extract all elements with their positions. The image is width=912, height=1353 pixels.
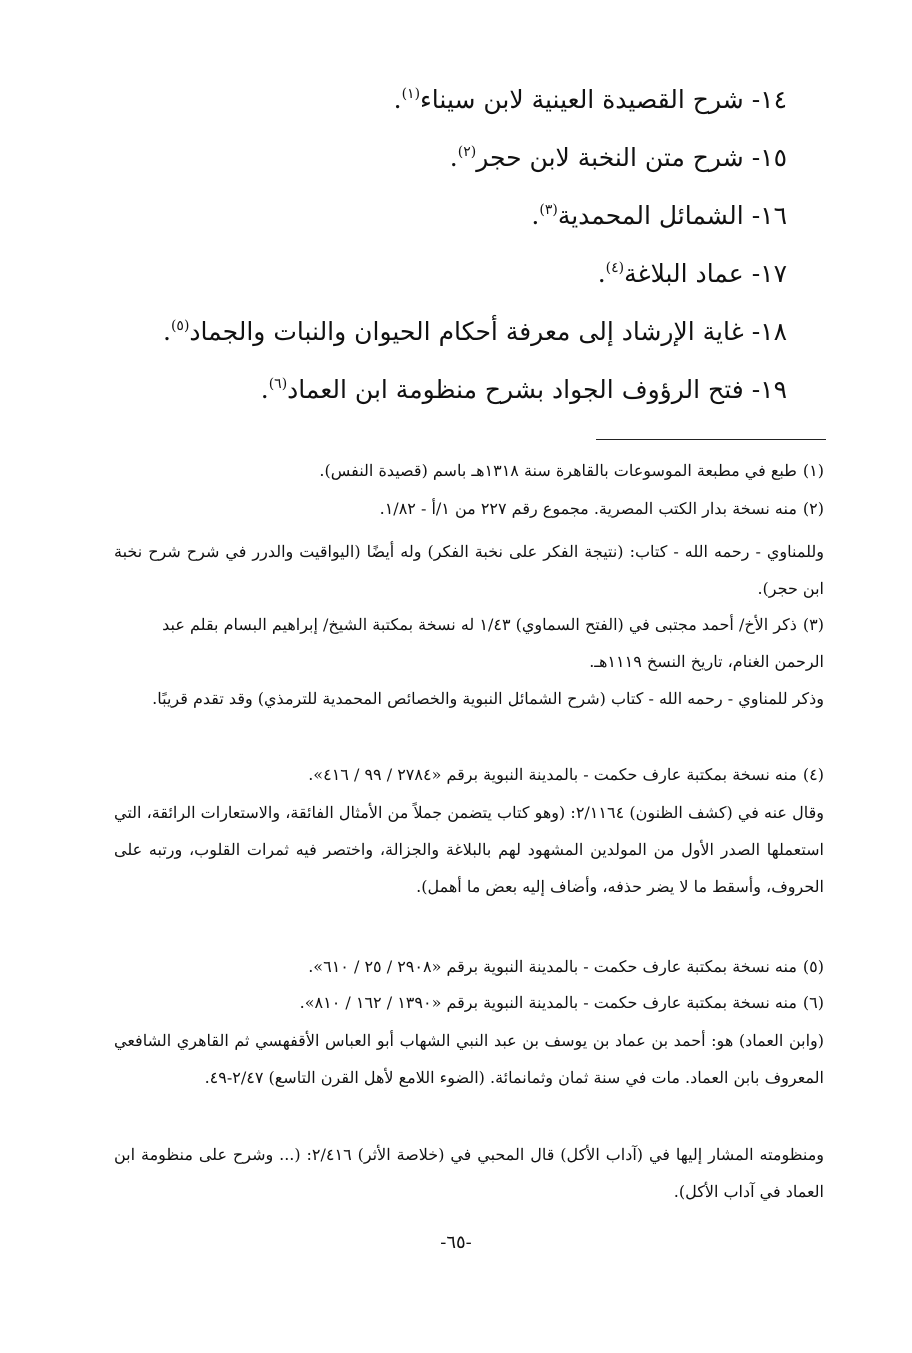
footnote-5 [114, 948, 824, 985]
footnote-text: منه نسخة بدار الكتب المصرية. مجموع رقم ٢٢٧ من ١/أ - ١/٨٢. [379, 499, 797, 518]
footnote-ref: (٦) [268, 376, 288, 392]
footnote-3 [114, 606, 824, 680]
footnote-2-continuation [114, 533, 824, 607]
item-number: ١٨- [751, 317, 787, 346]
footnote-number: (٢) [802, 499, 824, 518]
footnote-ref: (٣) [539, 202, 558, 218]
footnote-3-continuation [114, 680, 824, 717]
footnote-text: طبع في مطبعة الموسوعات بالقاهرة سنة ١٣١٨هـ باسم (قصيدة النفس). [319, 461, 797, 480]
item-text: الشمائل المحمدية [557, 201, 744, 230]
footnote-ref: (١) [401, 86, 421, 102]
item-text: شرح القصيدة العينية لابن سيناء [420, 85, 744, 114]
footnote-number: (٦) [802, 993, 824, 1012]
footnote-text: وقال عنه في (كشف الظنون) ٢/١١٦٤: (وهو كتاب يتضمن جملاً من الأمثال الفائقة، والاستعارات الرائقة، التي استعملها الصدر الأول من المولدين المشهود لهم بالبلاغة والجزالة، واختصر فيه ثمرات القلوب، ورتبه على الحروف، وأسقط ما لا يضر حذفه، وأضاف إليه بعض ما أهمل). [114, 803, 824, 896]
footnote-text: وذكر للمناوي - رحمه الله - كتاب (شرح الشمائل النبوية والخصائص المحمدية للترمذي) وقد تقدم قريبًا. [152, 689, 824, 708]
footnote-4-continuation [114, 794, 824, 905]
footnote-ref: (٥) [170, 318, 190, 334]
footnote-text: (وابن العماد) هو: أحمد بن عماد بن يوسف بن عبد النبي الشهاب أبو العباس الأقفهسي ثم القاهري الشافعي المعروف بابن العماد. مات في سنة ثمان وثمانمائة. (الضوء اللامع لأهل القرن التاسع) ٢/٤٧-٤٩. [114, 1031, 824, 1087]
list-item-15: ١٥-شرح متن النخبة لابن حجر$^{(٢)}$. [449, 143, 787, 172]
footnote-separator [596, 439, 826, 440]
footnote-6-continuation-1 [114, 1022, 824, 1096]
item-number: ١٤- [751, 85, 787, 114]
footnote-4 [114, 756, 824, 793]
footnote-text: منه نسخة بمكتبة عارف حكمت - بالمدينة النبوية برقم «١٣٩٠ / ١٦٢ / ٨١٠». [299, 993, 797, 1012]
item-number: ١٩- [751, 375, 787, 404]
footnote-1 [114, 452, 824, 489]
item-number: ١٧- [751, 259, 787, 288]
item-text: عماد البلاغة [624, 259, 744, 288]
item-number: ١٦- [751, 201, 787, 230]
footnote-6 [114, 984, 824, 1021]
item-number: ١٥- [751, 143, 787, 172]
footnote-number: (٣) [802, 615, 824, 634]
item-text: شرح متن النخبة لابن حجر [476, 143, 744, 172]
footnote-number: (٥) [802, 957, 824, 976]
list-item-18: ١٨-غاية الإرشاد إلى معرفة أحكام الحيوان والنبات والجماد$^{(٥)}$. [162, 317, 787, 346]
item-text: فتح الرؤوف الجواد بشرح منظومة ابن العماد [287, 375, 744, 404]
list-item-16: ١٦-الشمائل المحمدية$^{(٣)}$. [531, 201, 787, 230]
footnote-text: ومنظومته المشار إليها في (آداب الأكل) قال المحبي في (خلاصة الأثر) ٢/٤١٦: (... وشرح على منظومة ابن العماد في آداب الأكل). [114, 1145, 824, 1201]
item-text: غاية الإرشاد إلى معرفة أحكام الحيوان والنبات والجماد [189, 317, 744, 346]
footnote-ref: (٢) [457, 144, 477, 160]
page-number: -٦٥- [440, 1232, 472, 1253]
footnote-ref: (٤) [605, 260, 625, 276]
footnote-text: منه نسخة بمكتبة عارف حكمت - بالمدينة النبوية برقم «٢٩٠٨ / ٢٥ / ٦١٠». [308, 957, 797, 976]
list-item-17: ١٧-عماد البلاغة$^{(٤)}$. [597, 259, 787, 288]
footnote-text: ذكر الأخ/ أحمد مجتبى في (الفتح السماوي) ١/٤٣ له نسخة بمكتبة الشيخ/ إبراهيم البسام بقلم عبد الرحمن الغنام، تاريخ النسخ ١١١٩هـ. [162, 615, 824, 671]
footnote-6-continuation-2 [114, 1136, 824, 1210]
footnote-2 [114, 490, 824, 527]
list-item-19: ١٩-فتح الرؤوف الجواد بشرح منظومة ابن العماد$^{(٦)}$. [260, 375, 787, 404]
list-item-14: ١٤-شرح القصيدة العينية لابن سيناء$^{(١)}$. [393, 85, 787, 114]
footnote-text: وللمناوي - رحمه الله - كتاب: (نتيجة الفكر على نخبة الفكر) وله أيضًا (اليواقيت والدرر في شرح شرح نخبة ابن حجر). [114, 542, 824, 598]
footnote-number: (١) [802, 461, 824, 480]
footnote-text: منه نسخة بمكتبة عارف حكمت - بالمدينة النبوية برقم «٢٧٨٤ / ٩٩ / ٤١٦». [308, 765, 797, 784]
footnote-number: (٤) [802, 765, 824, 784]
